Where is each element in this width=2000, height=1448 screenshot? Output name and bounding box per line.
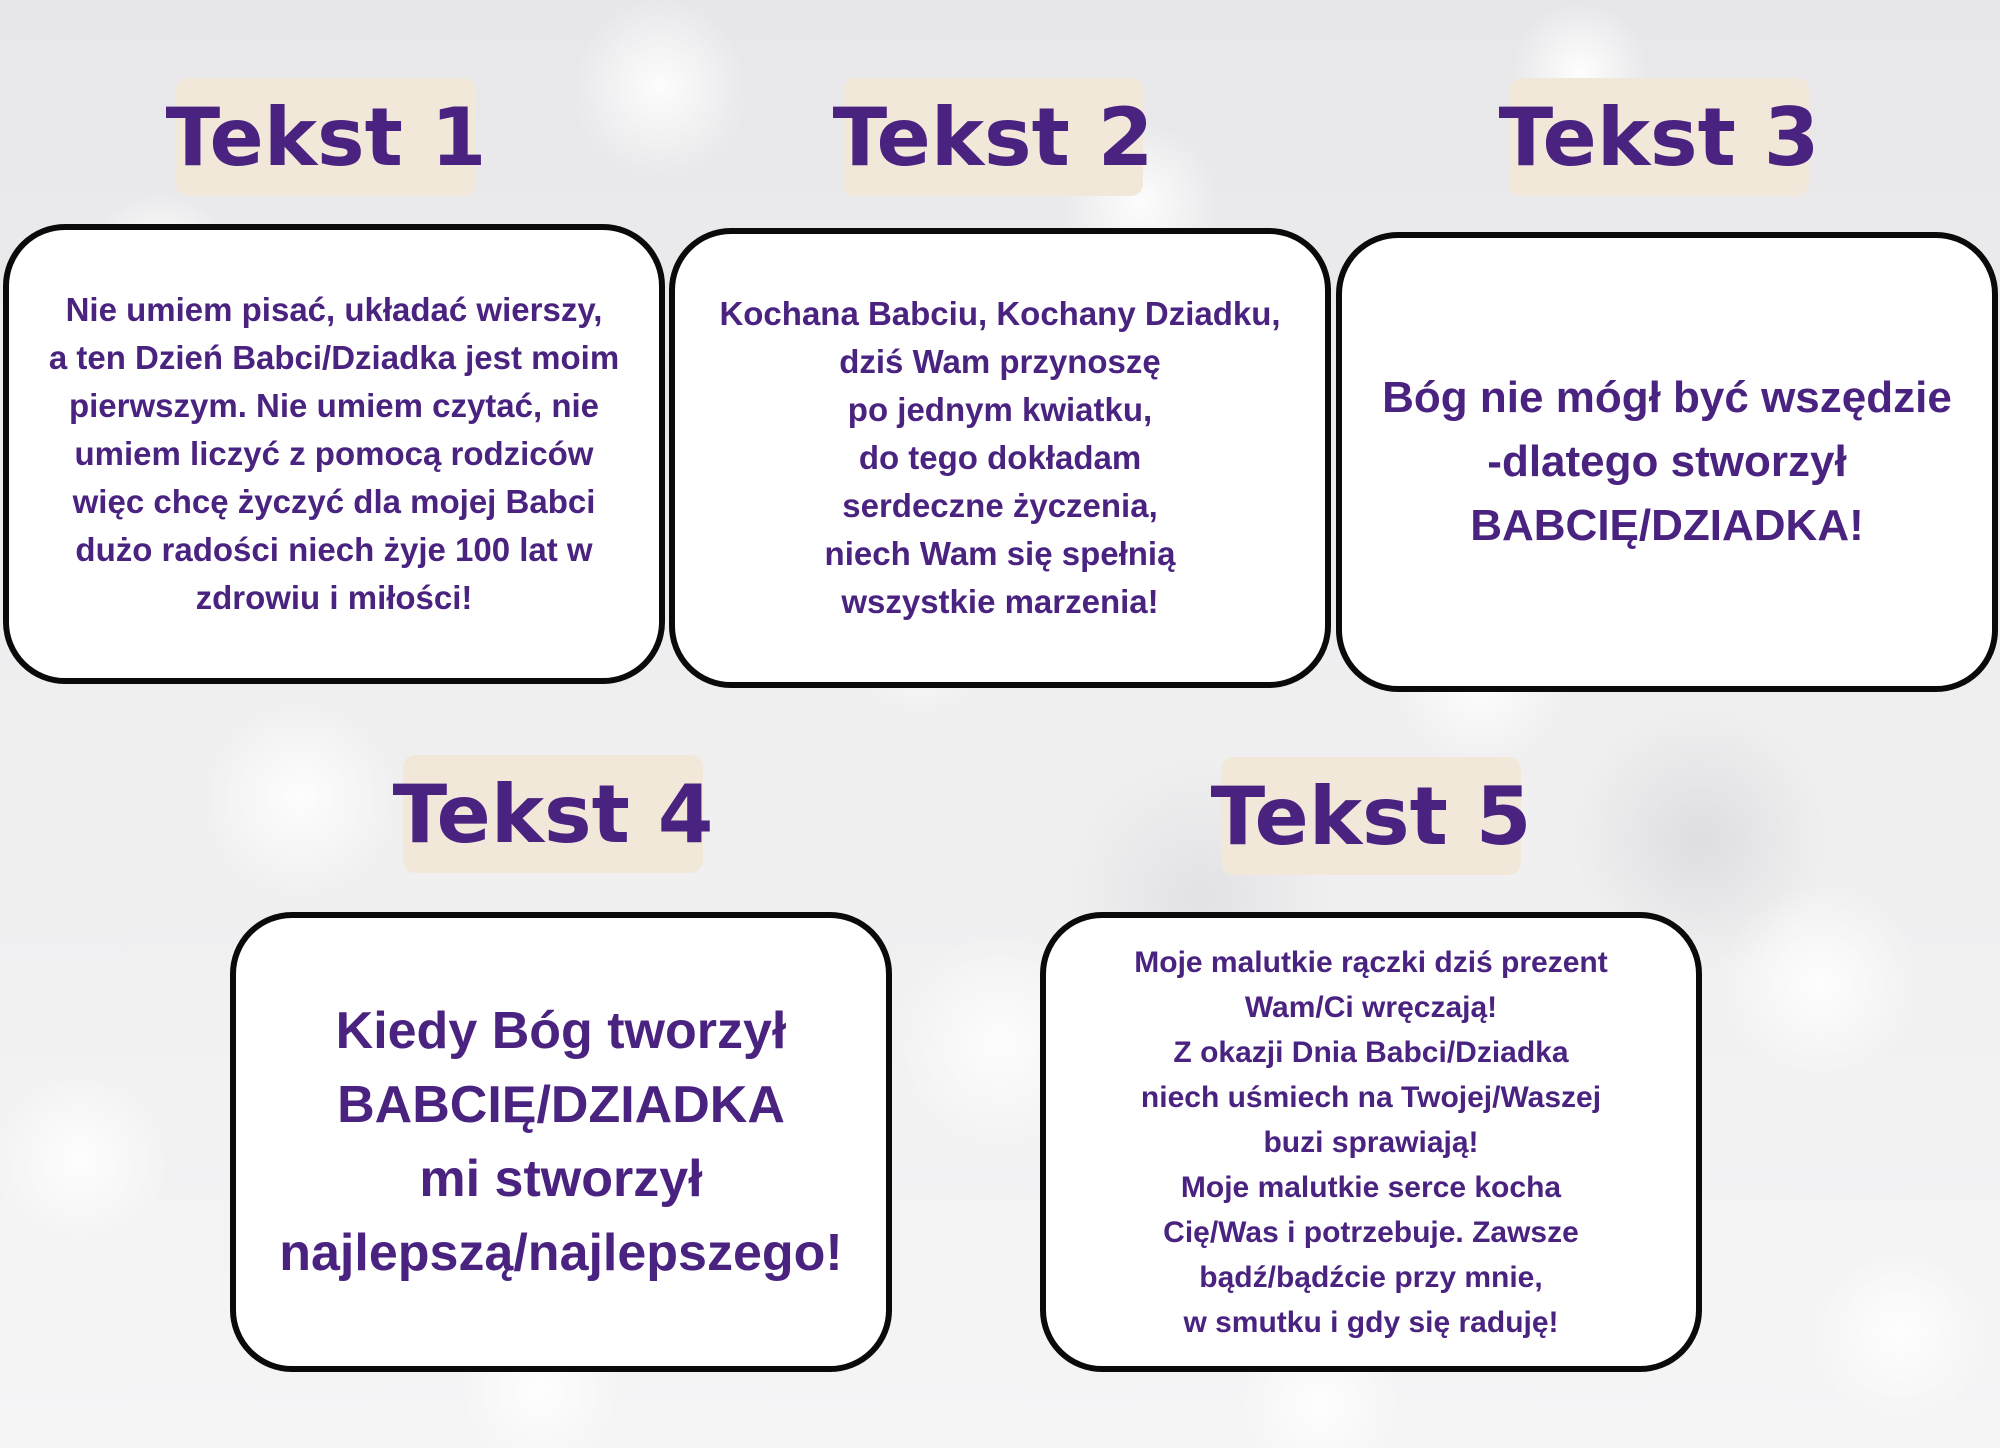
section-title-tekst-4: Tekst 4 [403,755,703,873]
text-card-5 [1040,912,1702,1372]
card-text-2: Kochana Babciu, Kochany Dziadku, dziś Wam przynoszę po jednym kwiatku, do tego dokładam serdeczne życzenia, niech Wam się spełnią wszystkie marzenia! [719,295,1281,620]
text-card-2 [669,228,1331,688]
section-title-tekst-5: Tekst 5 [1221,757,1521,875]
section-title-tekst-1: Tekst 1 [176,78,476,196]
text-card-1 [3,224,665,684]
card-text-1: Nie umiem pisać, układać wierszy, a ten Dzień Babci/Dziadka jest moim pierwszym. Nie umiem czytać, nie umiem liczyć z pomocą rodziców więc chcę życzyć dla mojej Babci dużo radości niech żyje 100 lat w zdrowiu i miłości! [48,291,620,616]
card-text-5: Moje malutkie rączki dziś prezent Wam/Ci wręczają! Z okazji Dnia Babci/Dziadka niech uśmiech na Twojej/Waszej buzi sprawiają! Moje malutkie serce kocha Cię/Was i potrzebuje. Zawsze bądź/bądźcie przy mnie, w smutku i gdy się raduję! [1134,945,1608,1339]
text-card-4 [230,912,892,1372]
card-text-4: Kiedy Bóg tworzył BABCIĘ/DZIADKA mi stworzył najlepszą/najlepszego! [279,1002,843,1282]
text-card-3 [1336,232,1998,692]
section-title-tekst-3: Tekst 3 [1509,78,1809,196]
card-text-3: Bóg nie mógł być wszędzie -dlatego stworzył BABCIĘ/DZIADKA! [1382,373,1952,550]
section-title-tekst-2: Tekst 2 [843,78,1143,196]
